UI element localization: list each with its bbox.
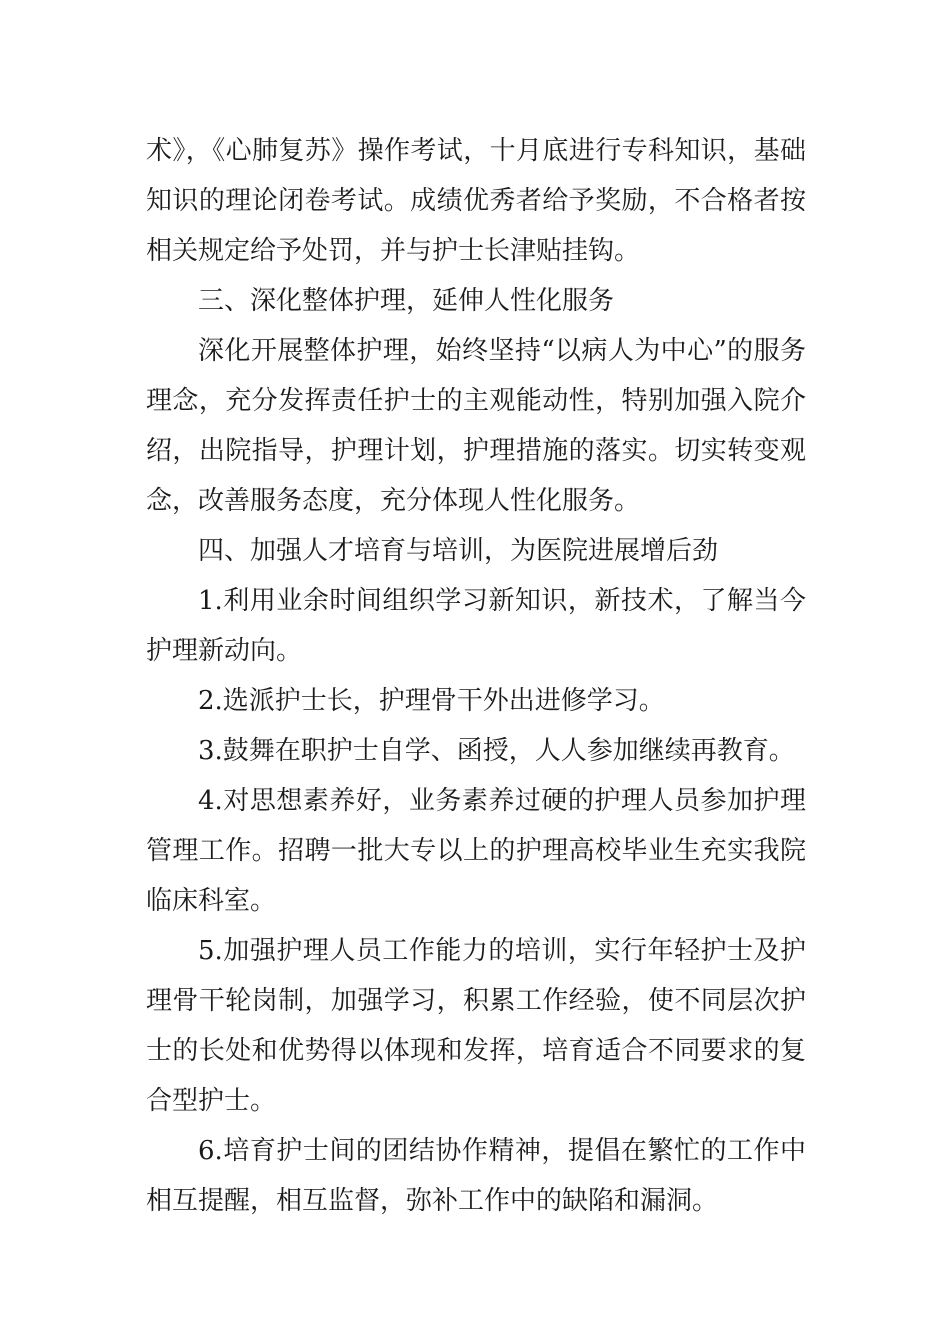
section-heading-four: 四、加强人才培育与培训，为医院进展增后劲	[198, 536, 719, 566]
section-heading-three: 三、深化整体护理，延伸人性化服务	[198, 286, 615, 316]
paragraph: 深化开展整体护理，始终坚持“以病人为中心”的服务理念，充分发挥责任护士的主观能动性，特别加强入院介绍，出院指导，护理计划，护理措施的落实。切实转变观念，改善服务态度，充分体现人性化服务。	[146, 336, 806, 516]
document-body	[146, 126, 806, 1226]
list-item: 5.加强护理人员工作能力的培训，实行年轻护士及护理骨干轮岗制，加强学习，积累工作经验，使不同层次护士的长处和优势得以体现和发挥，培育适合不同要求的复合型护士。	[146, 936, 806, 1116]
paragraph-continuation: 术》，《心肺复苏》操作考试，十月底进行专科知识，基础知识的理论闭卷考试。成绩优秀者给予奖励，不合格者按相关规定给予处罚，并与护士长津贴挂钩。	[146, 136, 806, 266]
list-item: 6.培育护士间的团结协作精神，提倡在繁忙的工作中相互提醒，相互监督，弥补工作中的缺陷和漏洞。	[146, 1136, 806, 1216]
list-item: 4.对思想素养好，业务素养过硬的护理人员参加护理管理工作。招聘一批大专以上的护理高校毕业生充实我院临床科室。	[146, 786, 806, 916]
list-item: 2.选派护士长，护理骨干外出进修学习。	[198, 686, 665, 716]
list-item: 1.利用业余时间组织学习新知识，新技术，了解当今护理新动向。	[146, 586, 806, 666]
list-item: 3.鼓舞在职护士自学、函授，人人参加继续再教育。	[198, 736, 795, 766]
